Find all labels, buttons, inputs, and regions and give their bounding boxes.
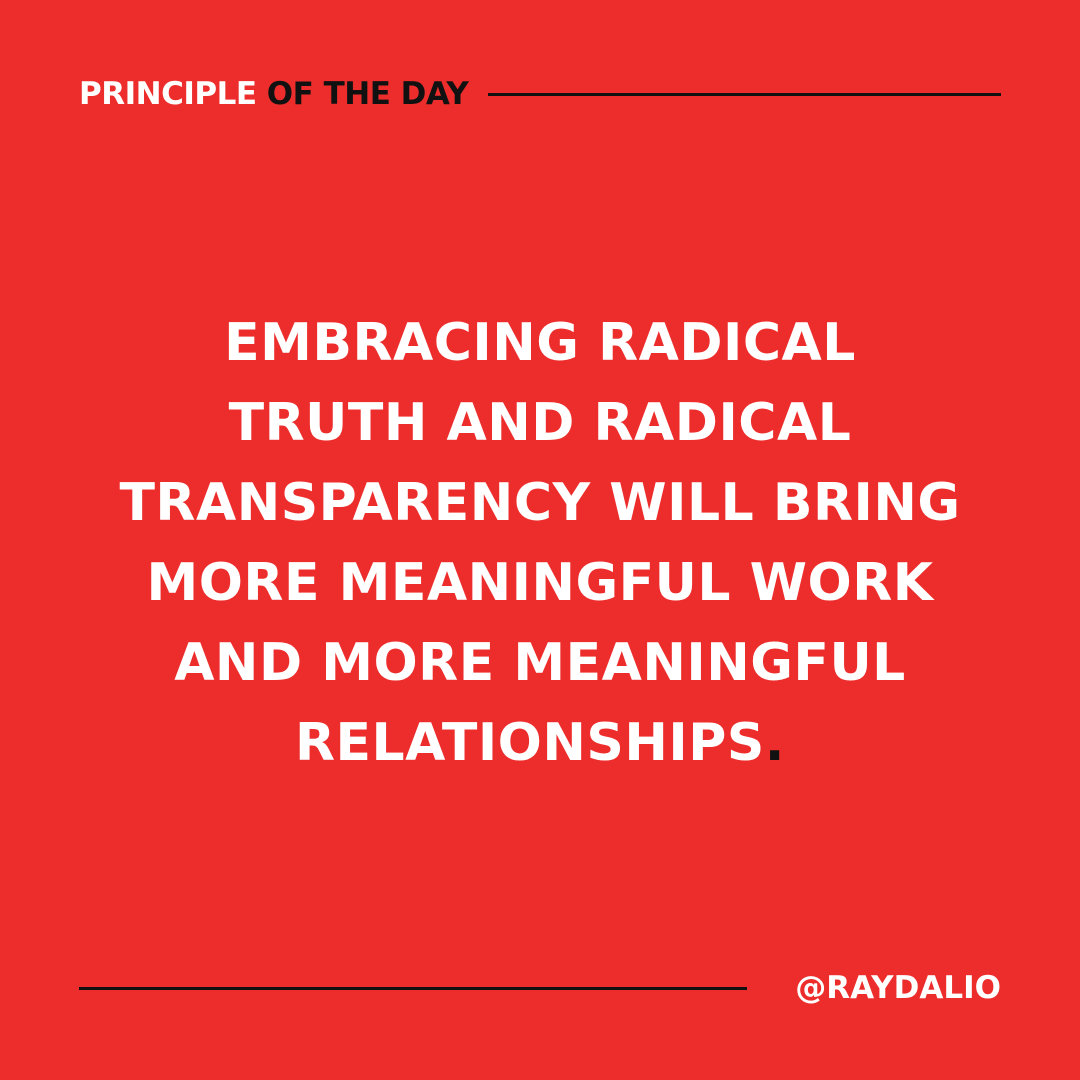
header-title-principle: PRINCIPLE [79, 75, 267, 112]
author-handle: @RAYDALIO [795, 969, 1001, 1006]
header [79, 72, 1001, 116]
header-title-of-the-day: OF THE DAY [266, 75, 469, 112]
footer-divider [79, 987, 747, 990]
quote-line: MORE MEANINGFUL WORK [146, 553, 934, 613]
quote-line: TRANSPARENCY WILL BRING [119, 473, 961, 533]
quote-line: TRUTH AND RADICAL [228, 393, 852, 453]
footer [79, 966, 1001, 1010]
quote-period: . [764, 713, 786, 773]
header-title [79, 75, 469, 112]
quote-line: EMBRACING RADICAL [224, 313, 856, 373]
quote-last-line [60, 703, 1020, 783]
header-divider [488, 93, 1001, 96]
quote-line: AND MORE MEANINGFUL [174, 633, 906, 693]
principle-quote [60, 303, 1020, 783]
quote-line: RELATIONSHIPS [294, 713, 765, 773]
